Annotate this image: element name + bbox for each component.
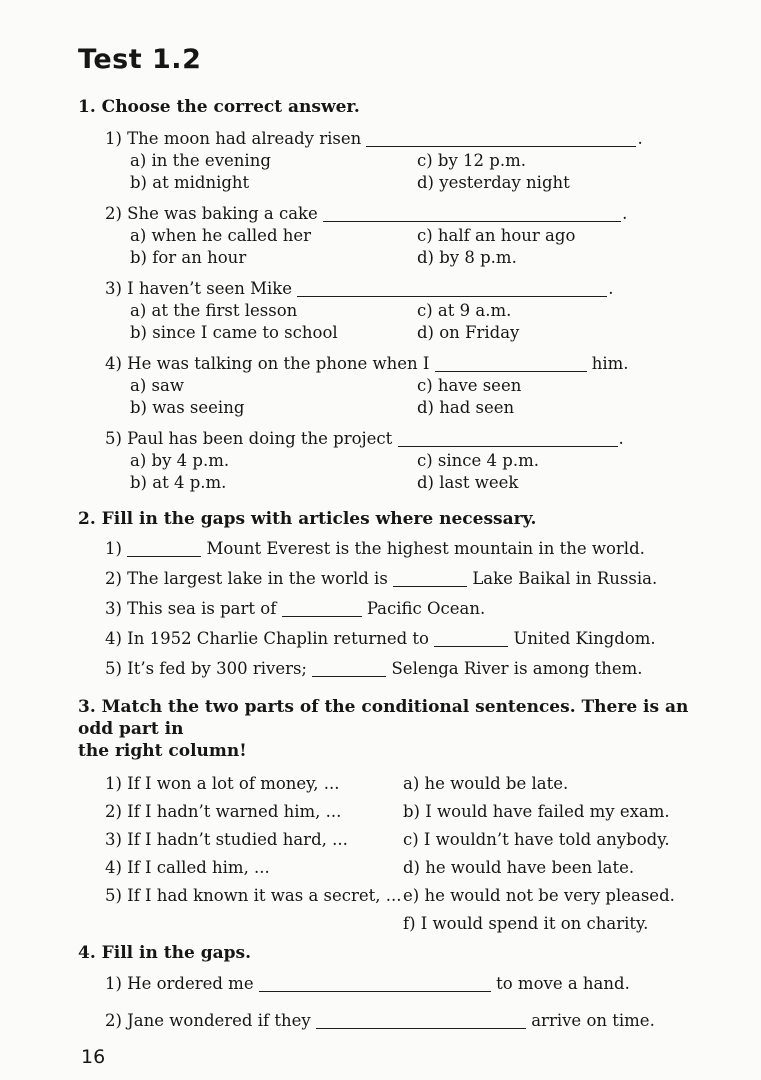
matching-left-column (105, 770, 403, 938)
match-right-e: e) he would not be very pleased. (403, 886, 675, 905)
section-3-heading (78, 696, 711, 762)
match-left-5: 5) If I had known it was a secret, ... (105, 886, 402, 905)
option-d: d) had seen (417, 398, 515, 417)
options (105, 150, 711, 194)
article-blank (434, 634, 508, 647)
item-before: 3) This sea is part of (105, 599, 277, 618)
question-stem (105, 428, 711, 450)
matching-columns (78, 770, 711, 938)
question-stem (105, 278, 711, 300)
gap-item-2 (78, 568, 711, 590)
item-after: United Kingdom. (513, 629, 656, 648)
item-before: 5) It’s fed by 300 rivers; (105, 659, 307, 678)
option-a: a) by 4 p.m. (130, 451, 230, 470)
section-2-items (78, 538, 711, 680)
option-a: a) in the evening (130, 151, 271, 170)
question-1 (78, 128, 711, 194)
stem-text: 2) She was baking a cake (105, 204, 318, 223)
section-4-heading: 4. Fill in the gaps. (78, 943, 251, 963)
heading-line-2: the right column! (78, 741, 247, 761)
match-right-f: f) I would spend it on charity. (403, 914, 649, 933)
match-left-1: 1) If I won a lot of money, ... (105, 774, 340, 793)
options (105, 300, 711, 344)
option-c: c) half an hour ago (417, 226, 576, 245)
option-d: d) on Friday (417, 323, 520, 342)
stem-text: 5) Paul has been doing the project (105, 429, 393, 448)
options (105, 450, 711, 494)
fill-item-1 (78, 972, 711, 996)
match-right-c: c) I wouldn’t have told anybody. (403, 830, 670, 849)
section-4-items (78, 972, 711, 1033)
section-1-heading: 1. Choose the correct answer. (78, 97, 360, 117)
answer-blank (323, 209, 621, 222)
option-d: d) by 8 p.m. (417, 248, 517, 267)
item-after: Pacific Ocean. (366, 599, 486, 618)
item-before: 4) In 1952 Charlie Chaplin returned to (105, 629, 429, 648)
stem-text: 4) He was talking on the phone when I (105, 354, 430, 373)
option-b: b) at 4 p.m. (130, 473, 227, 492)
article-blank (393, 574, 467, 587)
option-c: c) by 12 p.m. (417, 151, 526, 170)
item-after: arrive on time. (531, 1011, 655, 1030)
item-after: Selenga River is among them. (391, 659, 643, 678)
question-stem (105, 128, 711, 150)
match-left-2: 2) If I hadn’t warned him, ... (105, 802, 342, 821)
answer-blank (297, 284, 607, 297)
answer-blank (398, 434, 618, 447)
gap-item-4 (78, 628, 711, 650)
match-right-a: a) he would be late. (403, 774, 569, 793)
option-a: a) when he called her (130, 226, 312, 245)
options (105, 375, 711, 419)
option-c: c) have seen (417, 376, 522, 395)
question-stem (105, 203, 711, 225)
option-c: c) since 4 p.m. (417, 451, 539, 470)
gap-item-3 (78, 598, 711, 620)
question-3 (78, 278, 711, 344)
item-before: 2) The largest lake in the world is (105, 569, 388, 588)
option-d: d) last week (417, 473, 519, 492)
question-5 (78, 428, 711, 494)
item-after: Mount Everest is the highest mountain in the world. (206, 539, 645, 558)
option-b: b) for an hour (130, 248, 247, 267)
fill-blank (259, 979, 491, 992)
page-title: Test 1.2 (78, 44, 202, 75)
match-right-b: b) I would have failed my exam. (403, 802, 670, 821)
option-a: a) saw (130, 376, 184, 395)
option-b: b) at midnight (130, 173, 250, 192)
option-b: b) was seeing (130, 398, 245, 417)
option-b: b) since I came to school (130, 323, 338, 342)
article-blank (312, 664, 386, 677)
fill-blank (316, 1016, 526, 1029)
question-2 (78, 203, 711, 269)
section-2-heading: 2. Fill in the gaps with articles where necessary. (78, 509, 537, 529)
item-before: 1) (105, 539, 122, 558)
option-a: a) at the first lesson (130, 301, 298, 320)
answer-blank (435, 359, 587, 372)
stem-text: 3) I haven’t seen Mike (105, 279, 293, 298)
stem-tail: . (637, 129, 643, 148)
matching-right-column (403, 770, 675, 938)
stem-tail: . (618, 429, 624, 448)
heading-line-1: 3. Match the two parts of the conditional sentences. There is an odd part in (78, 697, 689, 739)
stem-tail: him. (591, 354, 629, 373)
gap-item-1 (78, 538, 711, 560)
stem-tail: . (622, 204, 628, 223)
match-left-4: 4) If I called him, ... (105, 858, 270, 877)
item-before: 2) Jane wondered if they (105, 1011, 311, 1030)
item-after: to move a hand. (496, 974, 630, 993)
article-blank (282, 604, 362, 617)
gap-item-5 (78, 658, 711, 680)
item-before: 1) He ordered me (105, 974, 254, 993)
options (105, 225, 711, 269)
match-left-3: 3) If I hadn’t studied hard, ... (105, 830, 348, 849)
question-4 (78, 353, 711, 419)
page-number: 16 (81, 1046, 106, 1068)
option-c: c) at 9 a.m. (417, 301, 512, 320)
question-stem (105, 353, 711, 375)
match-right-d: d) he would have been late. (403, 858, 635, 877)
article-blank (127, 544, 201, 557)
item-after: Lake Baikal in Russia. (472, 569, 658, 588)
answer-blank (366, 134, 636, 147)
stem-tail: . (608, 279, 614, 298)
option-d: d) yesterday night (417, 173, 570, 192)
stem-text: 1) The moon had already risen (105, 129, 362, 148)
fill-item-2 (78, 1009, 711, 1033)
